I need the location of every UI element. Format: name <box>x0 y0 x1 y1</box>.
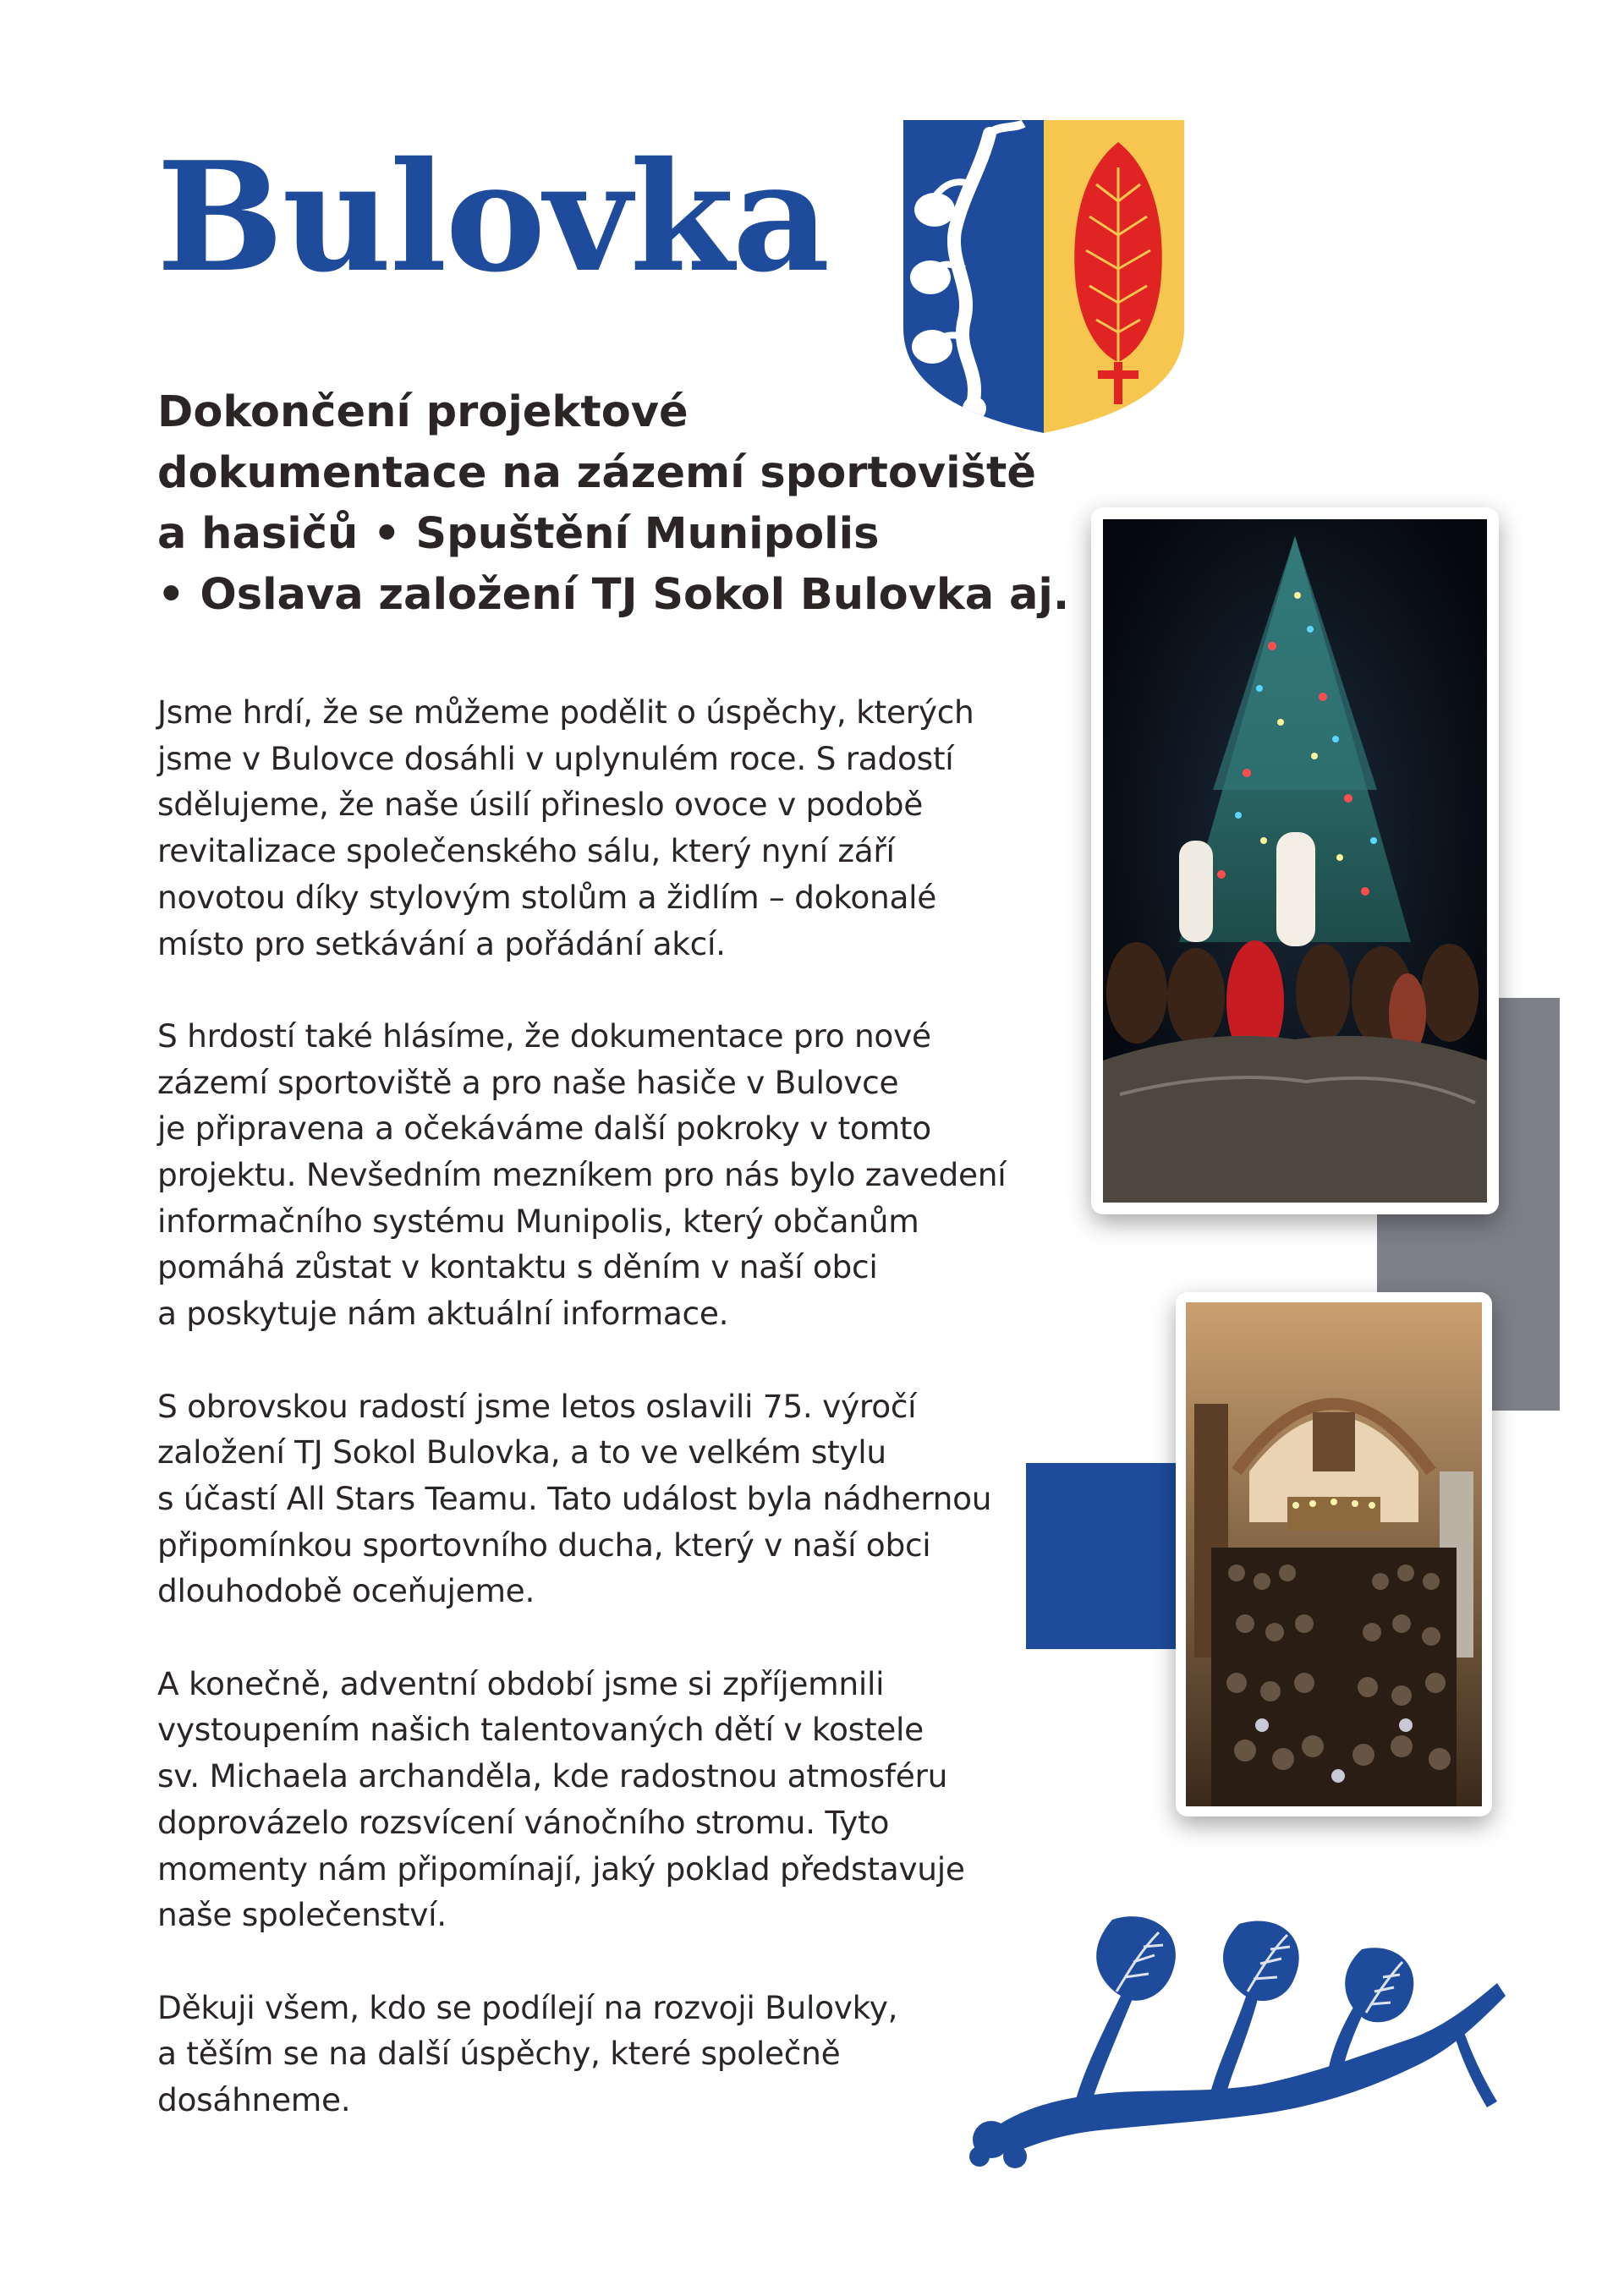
text-line: S obrovskou radostí jsme letos oslavili 75. výročí <box>157 1387 917 1425</box>
text-line: A konečně, adventní období jsme si zpříjemnili <box>157 1664 885 1702</box>
text-line: zázemí sportoviště a pro naše hasiče v Bulovce <box>157 1063 899 1101</box>
text-line: momenty nám připomínají, jaký poklad představuje <box>157 1849 965 1888</box>
text-line: založení TJ Sokol Bulovka, a to ve velkém stylu <box>157 1433 886 1471</box>
page-title: Bulovka <box>156 129 829 305</box>
headline-line: a hasičů • Spuštění Munipolis <box>157 509 880 559</box>
headline-line: • Oslava založení TJ Sokol Bulovka aj. <box>157 570 1070 620</box>
text-line: Děkuji všem, kdo se podílejí na rozvoji Bulovky, <box>157 1988 898 2026</box>
text-line: dlouhodobě oceňujeme. <box>157 1572 535 1610</box>
text-line: Jsme hrdí, že se můžeme podělit o úspěchy, kterých <box>157 693 974 731</box>
linden-branch-icon <box>956 1903 1514 2173</box>
christmas-tree-photo <box>1103 519 1487 1203</box>
text-line: S hrdostí také hlásíme, že dokumentace pro nové <box>157 1016 931 1055</box>
decorative-blue-block <box>1026 1463 1180 1649</box>
text-line: připomínkou sportovního ducha, který v naší obci <box>157 1526 931 1564</box>
paragraph-3 <box>157 1384 1012 1615</box>
article-body <box>157 689 1012 2169</box>
text-line: s účastí All Stars Teamu. Tato událost byla nádhernou <box>157 1479 992 1517</box>
text-line: novotou díky stylovým stolům a židlím – dokonalé <box>157 878 937 916</box>
photo-frame-christmas-tree <box>1091 507 1499 1214</box>
paragraph-4 <box>157 1661 1012 1938</box>
text-line: jsme v Bulovce dosáhli v uplynulém roce. S radostí <box>157 739 954 777</box>
article-headline <box>157 382 1071 626</box>
text-line: projektu. Nevšedním mezníkem pro nás bylo zavedení <box>157 1156 1007 1194</box>
text-line: sv. Michaela archanděla, kde radostnou atmosféru <box>157 1757 948 1795</box>
text-line: naše společenství. <box>157 1896 447 1934</box>
text-line: a poskytuje nám aktuální informace. <box>157 1295 729 1333</box>
church-interior-photo <box>1186 1302 1482 1806</box>
text-line: je připravena a očekáváme další pokroky v tomto <box>157 1110 931 1148</box>
paragraph-5 <box>157 1985 1012 2123</box>
headline-line: dokumentace na zázemí sportoviště <box>157 448 1036 498</box>
text-line: doprovázelo rozsvícení vánočního stromu. Tyto <box>157 1803 890 1841</box>
text-line: a těším se na další úspěchy, které společně <box>157 2035 841 2073</box>
paragraph-2 <box>157 1013 1012 1337</box>
text-line: revitalizace společenského sálu, který nyní září <box>157 832 895 870</box>
text-line: dosáhneme. <box>157 2081 351 2119</box>
text-line: pomáhá zůstat v kontaktu s děním v naší obci <box>157 1248 878 1286</box>
text-line: vystoupením našich talentovaných dětí v kostele <box>157 1711 924 1749</box>
text-line: místo pro setkávání a pořádání akcí. <box>157 924 726 962</box>
text-line: sdělujeme, že naše úsilí přineslo ovoce v podobě <box>157 786 924 824</box>
paragraph-1 <box>157 689 1012 967</box>
text-line: informačního systému Munipolis, který občanům <box>157 1202 919 1240</box>
photo-frame-church <box>1176 1292 1492 1817</box>
headline-line: Dokončení projektové <box>157 387 689 437</box>
